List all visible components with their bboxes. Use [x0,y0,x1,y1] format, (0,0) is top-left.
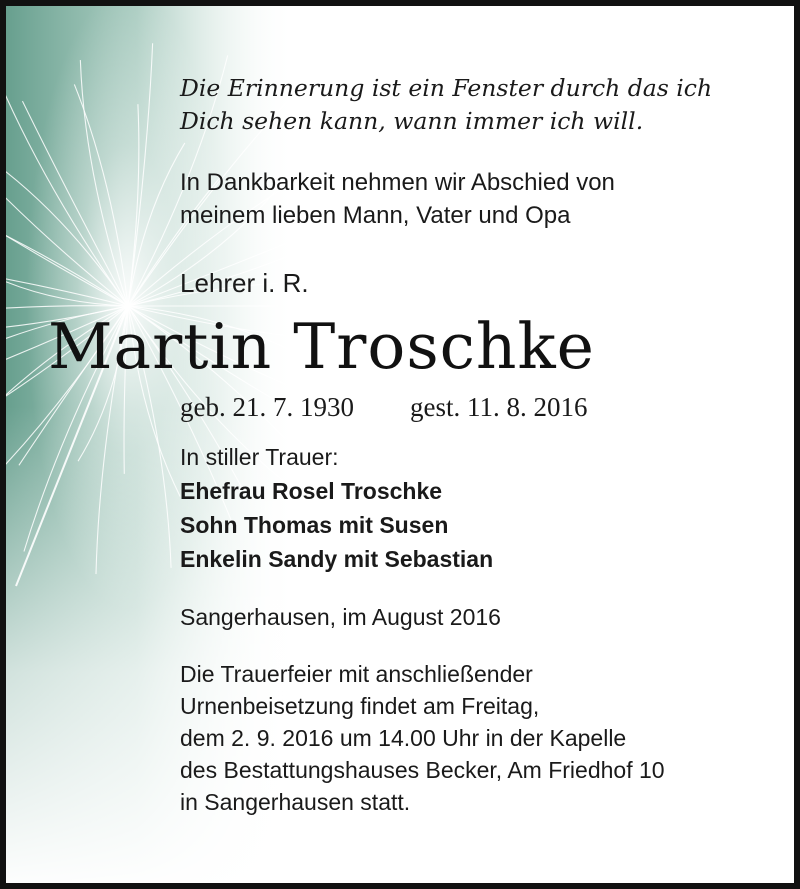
mourners-heading: In stiller Trauer: [180,444,339,470]
farewell-intro [180,166,615,232]
memorial-quote [180,72,712,138]
death-date: gest. 11. 8. 2016 [409,392,588,422]
life-dates [180,390,587,424]
intro-line-1: In Dankbarkeit nehmen wir Abschied von [180,169,615,196]
service-line: in Sangerhausen statt. [180,789,411,815]
mourners-list [180,440,493,576]
quote-line-2: Dich sehen kann, wann immer ich will. [180,107,644,135]
notice-text [6,6,800,889]
mourner-name: Enkelin Sandy mit Sebastian [180,546,494,572]
funeral-service-info [180,658,665,818]
deceased-name: Martin Troschke [48,310,595,383]
mourner-name: Ehefrau Rosel Troschke [180,478,443,504]
service-line: dem 2. 9. 2016 um 14.00 Uhr in der Kapelle [180,725,627,751]
intro-line-2: meinem lieben Mann, Vater und Opa [180,202,571,229]
quote-line-1: Die Erinnerung ist ein Fenster durch das ich [180,74,713,102]
birth-date: geb. 21. 7. 1930 [180,392,354,422]
deceased-title: Lehrer i. R. [180,268,309,298]
service-line: Die Trauerfeier mit anschließender [180,661,533,687]
mourner-name: Sohn Thomas mit Susen [180,512,449,538]
service-line: Urnenbeisetzung findet am Freitag, [180,693,540,719]
service-line: des Bestattungshauses Becker, Am Friedhof 10 [180,757,665,783]
place-and-date: Sangerhausen, im August 2016 [180,604,501,630]
